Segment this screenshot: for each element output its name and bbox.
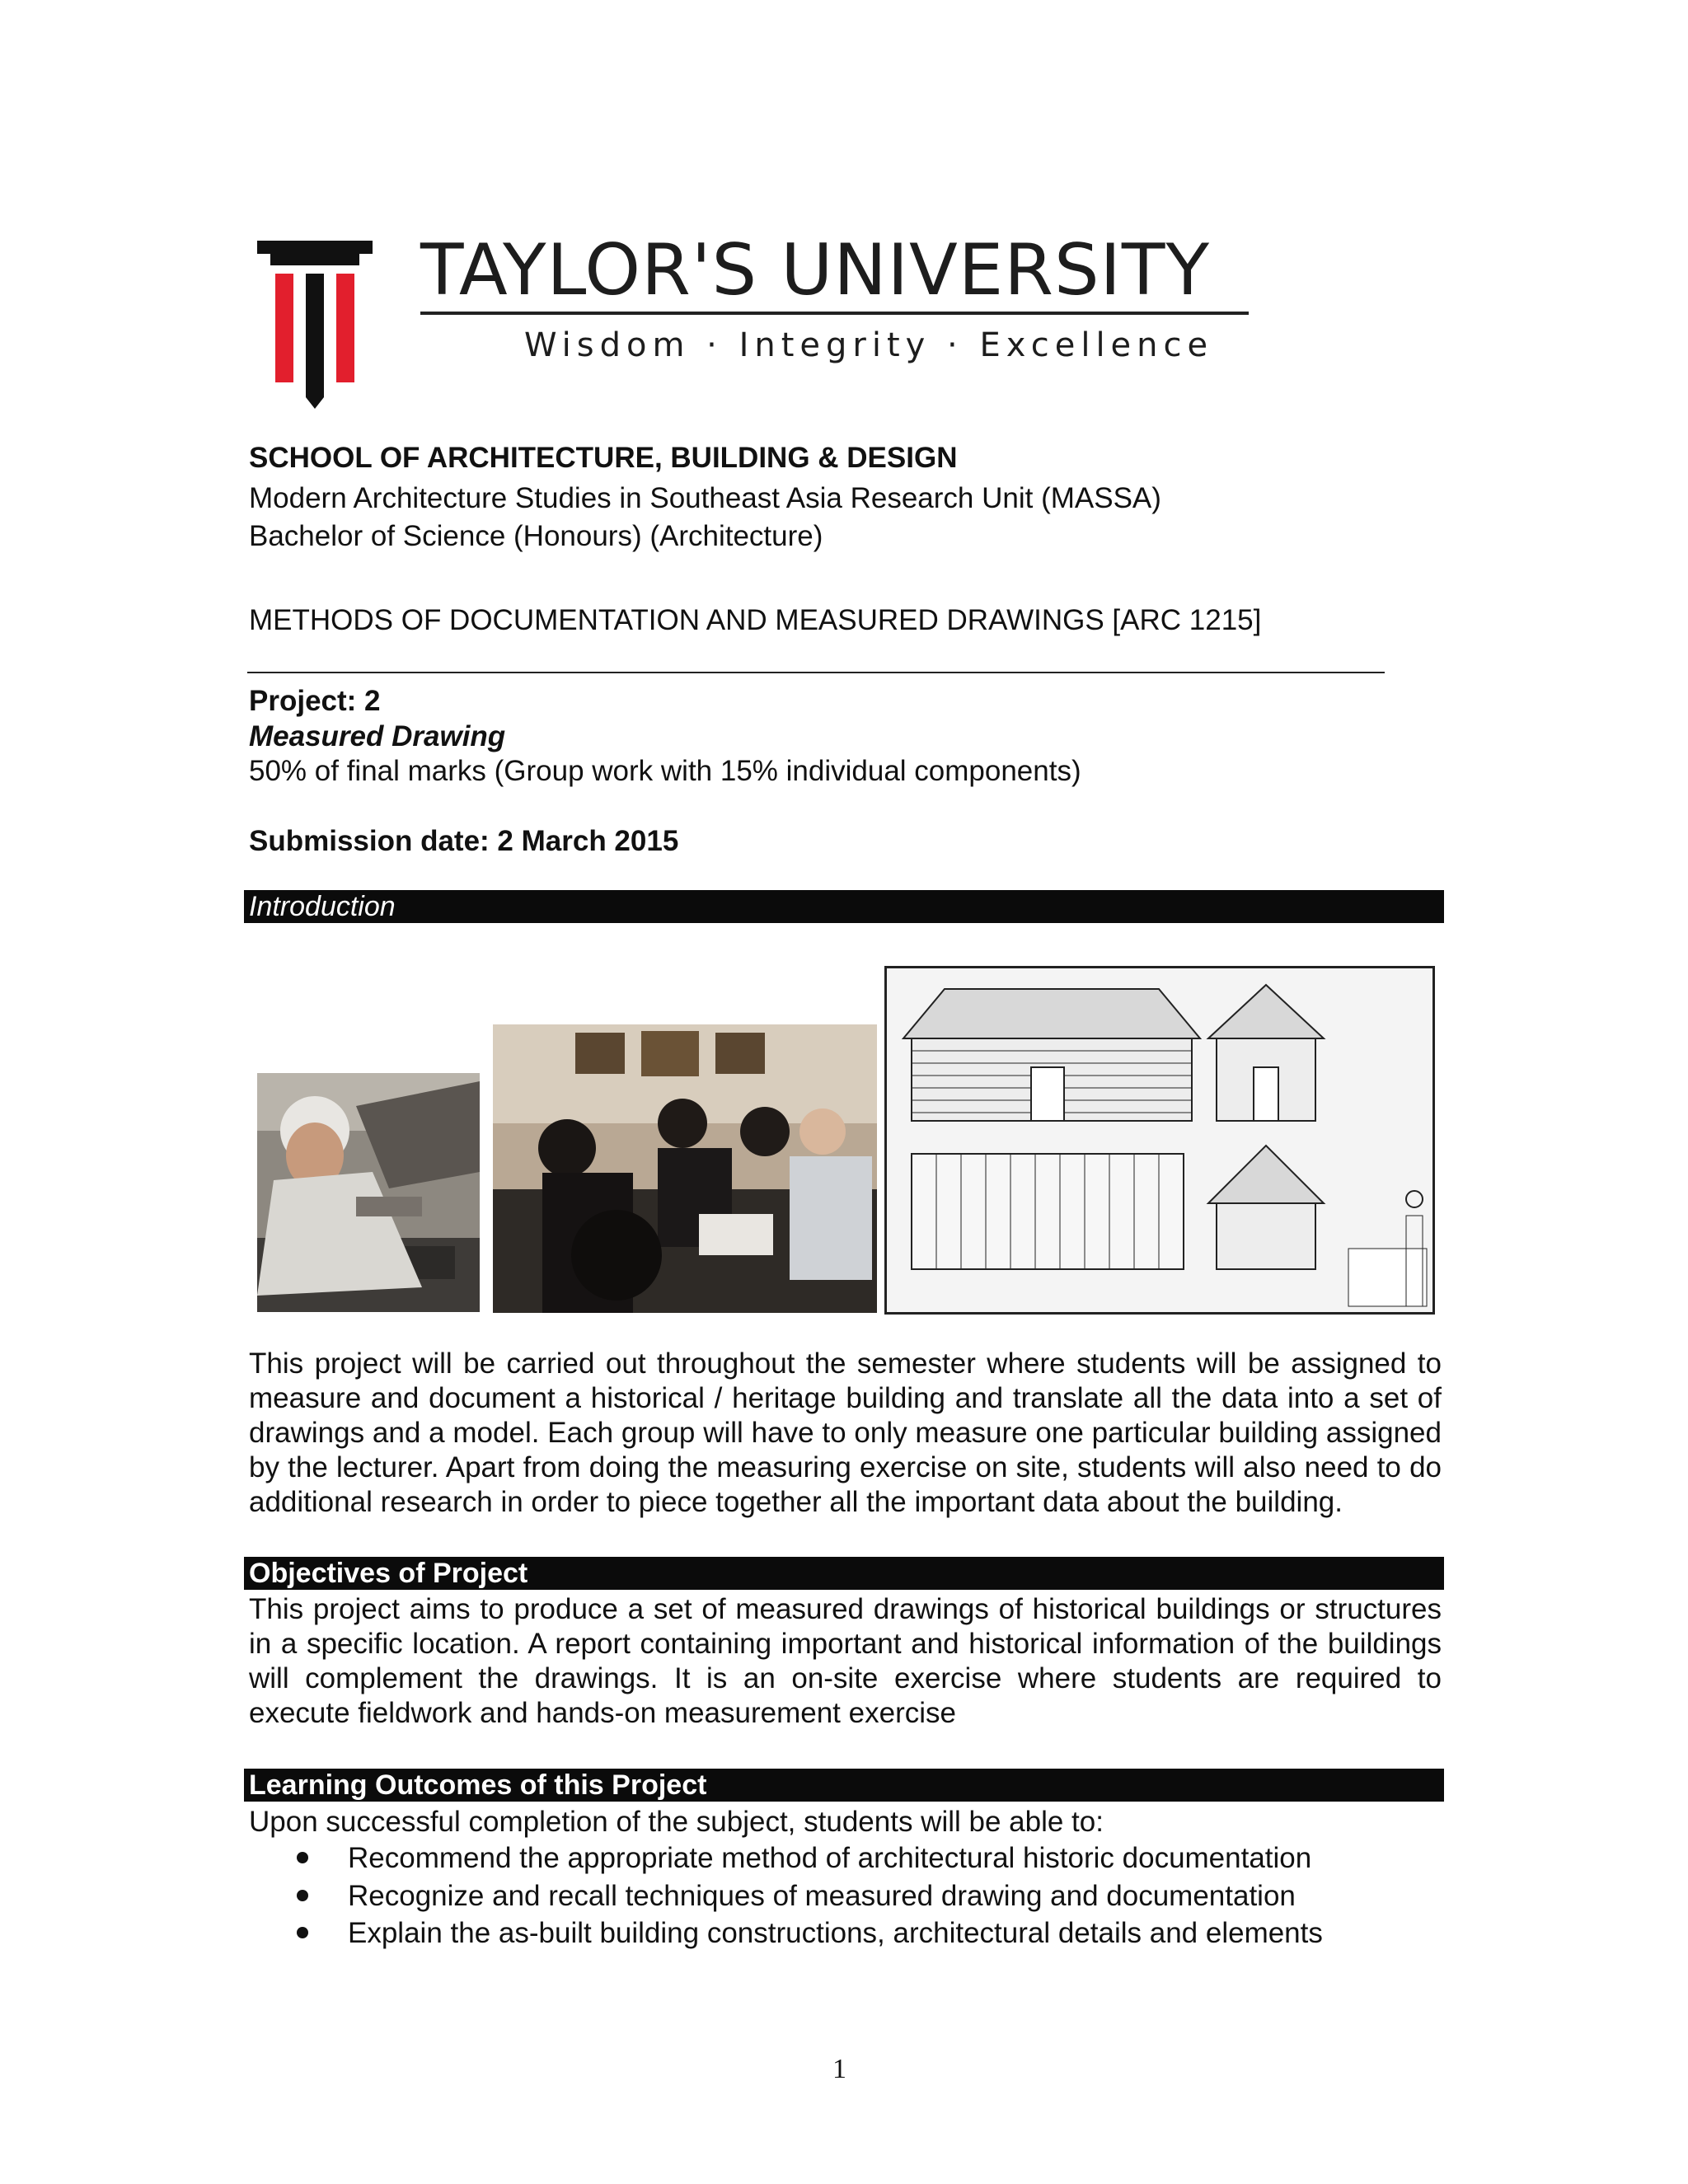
project-number: Project: 2: [249, 685, 381, 717]
university-tagline: Wisdom · Integrity · Excellence: [524, 326, 1214, 364]
fieldwork-photo-team: [493, 1024, 877, 1313]
logo-divider: [420, 312, 1249, 315]
bullet-icon: [297, 1852, 308, 1863]
university-name-logotype: TAYLOR'S UNIVERSITY: [420, 229, 1210, 312]
introduction-paragraph: This project will be carried out throughout the semester where students will be assigned to measure and document a historical / heritage building and translate all the data into a set of drawings and a model. Each group will have to only measure one particular building assigned by the lecturer. Apart from doing the measuring exercise on site, students will also need to do additional research in order to piece together all the important data about the building.: [249, 1347, 1442, 1518]
project-marks: 50% of final marks (Group work with 15% individual components): [249, 755, 1081, 787]
outcome-text: Recommend the appropriate method of architectural historic documentation: [348, 1842, 1312, 1874]
course-title: METHODS OF DOCUMENTATION AND MEASURED DRAWINGS [ARC 1215]: [249, 604, 1262, 636]
introduction-heading: Introduction: [244, 890, 1444, 923]
page-number: 1: [832, 2054, 846, 2084]
bullet-icon: [297, 1927, 308, 1938]
header-divider: [247, 672, 1385, 673]
degree-program: Bachelor of Science (Honours) (Architecture): [249, 520, 823, 552]
objectives-paragraph: This project aims to produce a set of measured drawings of historical buildings or structures in a specific location. A report containing important and historical information of the buildings will complement the drawings. It is an on-site exercise where students are required to execute fieldwork and hands-on measurement exercise: [249, 1593, 1442, 1729]
bullet-icon: [297, 1890, 308, 1901]
learning-outcomes-heading: Learning Outcomes of this Project: [244, 1769, 1444, 1802]
objectives-heading: Objectives of Project: [244, 1557, 1444, 1590]
research-unit: Modern Architecture Studies in Southeast Asia Research Unit (MASSA): [249, 482, 1161, 514]
university-logo-mark: [257, 241, 373, 409]
learning-outcomes-lead: Upon successful completion of the subject, students will be able to:: [249, 1806, 1104, 1838]
measured-drawing-sample: [884, 966, 1435, 1315]
school-name: SCHOOL OF ARCHITECTURE, BUILDING & DESIGN: [249, 442, 958, 474]
fieldwork-photo-measuring: [257, 1073, 480, 1312]
outcome-text: Recognize and recall techniques of measured drawing and documentation: [348, 1880, 1296, 1912]
submission-date: Submission date: 2 March 2015: [249, 825, 679, 857]
outcome-text: Explain the as-built building constructions, architectural details and elements: [348, 1917, 1323, 1949]
project-title: Measured Drawing: [249, 720, 506, 752]
